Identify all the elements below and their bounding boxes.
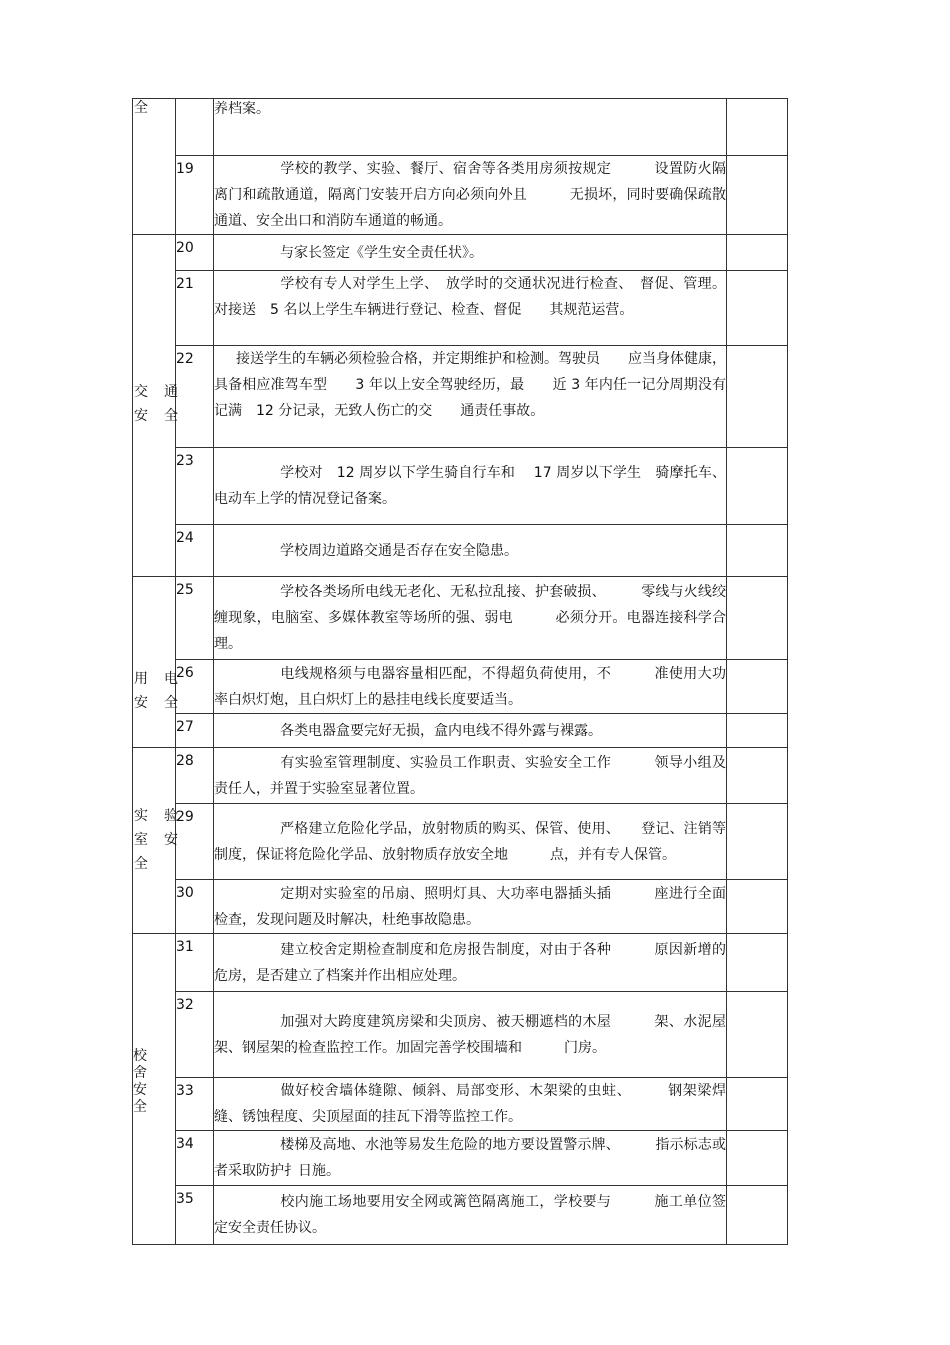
item-number: 34 bbox=[176, 1131, 214, 1186]
table-row bbox=[133, 235, 788, 271]
item-number: 31 bbox=[176, 934, 214, 992]
category-cell-previous bbox=[133, 99, 176, 235]
item-text-content: 学校对 12 周岁以下学生骑自行车和 17 周岁以下学生 骑摩托车、电动车上学的情况登记备案。 bbox=[214, 465, 726, 507]
item-text bbox=[214, 748, 727, 804]
category-label: 交 通 安 全 bbox=[134, 384, 179, 424]
item-number: 21 bbox=[176, 271, 214, 346]
item-text bbox=[214, 271, 727, 346]
item-number: 19 bbox=[176, 156, 214, 235]
result-cell bbox=[727, 577, 788, 660]
category-cell-lab bbox=[133, 748, 179, 934]
item-text-content: 电线规格须与电器容量相匹配，不得超负荷使用，不 准使用大功率白炽灯炮，且白炽灯上的悬挂电线长度要适当。 bbox=[214, 665, 726, 708]
item-number: 28 bbox=[176, 748, 214, 804]
item-text bbox=[214, 1078, 727, 1131]
item-text bbox=[214, 880, 727, 934]
category-cell-electric bbox=[133, 577, 179, 748]
result-cell bbox=[727, 346, 788, 448]
result-cell bbox=[727, 271, 788, 346]
item-text-content: 校内施工场地要用安全网或篱笆隔离施工，学校要与 施工单位签定安全责任协议。 bbox=[214, 1194, 726, 1236]
table-row bbox=[133, 271, 788, 346]
result-cell bbox=[727, 1131, 788, 1186]
item-number: 22 bbox=[176, 346, 214, 448]
category-label: 校舍安全 bbox=[133, 1048, 147, 1115]
category-cell-building bbox=[133, 934, 176, 1245]
item-text-content: 养档案。 bbox=[214, 101, 270, 117]
table-row bbox=[133, 577, 788, 660]
table-row bbox=[133, 99, 788, 156]
item-text-content: 学校各类场所电线无老化、无私拉乱接、护套破损、 零线与火线绞缠现象，电脑室、多媒体教室等场所的强、弱电 必须分开。电器连接科学合理。 bbox=[214, 584, 726, 652]
item-number: 30 bbox=[176, 880, 214, 934]
category-cell-traffic bbox=[133, 235, 179, 577]
item-text bbox=[214, 156, 727, 235]
table-row bbox=[133, 448, 788, 525]
item-text-content: 学校的教学、实验、餐厅、宿舍等各类用房须按规定 设置防火隔离门和疏散通道，隔离门安装开启方向必须向外且 无损坏，同时要确保疏散通道、安全出口和消防车通道的畅通。 bbox=[214, 161, 726, 229]
result-cell bbox=[727, 448, 788, 525]
item-number: 20 bbox=[176, 235, 214, 271]
item-text-content: 楼梯及高地、水池等易发生危险的地方要设置警示牌、 指示标志或者采取防护扌日施。 bbox=[214, 1137, 726, 1179]
item-text bbox=[214, 1186, 727, 1245]
table-row bbox=[133, 660, 788, 714]
category-label: 用 电 安 全 bbox=[134, 671, 179, 711]
result-cell bbox=[727, 748, 788, 804]
item-text-content: 学校有专人对学生上学、 放学时的交通状况进行检查、 督促、管理。对接送 5 名以上学生车辆进行登记、检查、督促 其规范运营。 bbox=[214, 276, 726, 318]
table-row bbox=[133, 346, 788, 448]
table-row bbox=[133, 880, 788, 934]
table-row bbox=[133, 1078, 788, 1131]
result-cell bbox=[727, 235, 788, 271]
item-number bbox=[176, 99, 214, 156]
item-text-content: 加强对大跨度建筑房梁和尖顶房、被天棚遮档的木屋 架、水泥屋架、钢屋架的检查监控工作。加固完善学校围墙和 门房。 bbox=[214, 1013, 726, 1056]
item-text bbox=[214, 99, 727, 156]
category-label: 全 bbox=[134, 100, 149, 116]
result-cell bbox=[727, 880, 788, 934]
result-cell bbox=[727, 714, 788, 748]
item-text-content: 学校周边道路交通是否存在安全隐患。 bbox=[280, 542, 518, 559]
result-cell bbox=[727, 934, 788, 992]
item-text-content: 各类电器盒要完好无损，盒内电线不得外露与裸露。 bbox=[280, 722, 602, 739]
table-row bbox=[133, 1131, 788, 1186]
table-row bbox=[133, 934, 788, 992]
table-row bbox=[133, 1186, 788, 1245]
item-number: 35 bbox=[176, 1186, 214, 1245]
result-cell bbox=[727, 992, 788, 1078]
item-number: 23 bbox=[176, 448, 214, 525]
item-text-content: 与家长签定《学生安全责任状》。 bbox=[280, 244, 483, 261]
item-text-content: 建立校舍定期检查制度和危房报告制度，对由于各种 原因新增的危房，是否建立了档案并作出相应处理。 bbox=[214, 941, 726, 984]
item-number: 25 bbox=[176, 577, 214, 660]
table-row bbox=[133, 804, 788, 880]
item-text bbox=[214, 714, 727, 748]
result-cell bbox=[727, 525, 788, 577]
item-text-content: 接送学生的车辆必须检验合格，并定期维护和检测。驾驶员 应当身体健康，具备相应准驾车型 3 年以上安全驾驶经历，最 近 3 年内任一记分周期没有记满 12 分记录，无致人伤亡的交 通责任事故。 bbox=[214, 351, 726, 419]
result-cell bbox=[727, 156, 788, 235]
item-text bbox=[214, 934, 727, 992]
item-text-content: 严格建立危险化学品，放射物质的购买、保管、使用、 登记、注销等制度，保证将危险化学品、放射物质存放安全地 点，并有专人保管。 bbox=[214, 820, 726, 863]
item-text bbox=[214, 577, 727, 660]
item-number: 33 bbox=[176, 1078, 214, 1131]
item-number: 24 bbox=[176, 525, 214, 577]
item-text bbox=[214, 1131, 727, 1186]
category-label: 实 验 室 安 全 bbox=[134, 808, 179, 872]
safety-checklist-table bbox=[132, 98, 788, 1245]
result-cell bbox=[727, 1078, 788, 1131]
item-text bbox=[214, 448, 727, 525]
item-text-content: 有实验室管理制度、实验员工作职责、实验安全工作 领导小组及责任人，并置于实验室显著位置。 bbox=[214, 754, 726, 797]
table-row bbox=[133, 748, 788, 804]
table-row bbox=[133, 714, 788, 748]
item-text bbox=[214, 346, 727, 448]
item-number: 26 bbox=[176, 660, 214, 714]
result-cell bbox=[727, 660, 788, 714]
item-text-content: 做好校舍墙体缝隙、倾斜、局部变形、木架梁的虫蛀、 钢架梁焊缝、锈蚀程度、尖顶屋面的挂瓦下滑等监控工作。 bbox=[214, 1083, 726, 1125]
item-text bbox=[214, 992, 727, 1078]
table-row bbox=[133, 156, 788, 235]
item-text bbox=[214, 660, 727, 714]
result-cell bbox=[727, 99, 788, 156]
item-text bbox=[214, 804, 727, 880]
table-row bbox=[133, 992, 788, 1078]
result-cell bbox=[727, 804, 788, 880]
item-text bbox=[214, 235, 727, 271]
item-text-content: 定期对实验室的吊扇、照明灯具、大功率电器插头插 座进行全面检查，发现问题及时解决，杜绝事故隐患。 bbox=[214, 885, 726, 928]
table-row bbox=[133, 525, 788, 577]
item-number: 29 bbox=[176, 804, 214, 880]
item-number: 32 bbox=[176, 992, 214, 1078]
item-number: 27 bbox=[176, 714, 214, 748]
item-text bbox=[214, 525, 727, 577]
result-cell bbox=[727, 1186, 788, 1245]
